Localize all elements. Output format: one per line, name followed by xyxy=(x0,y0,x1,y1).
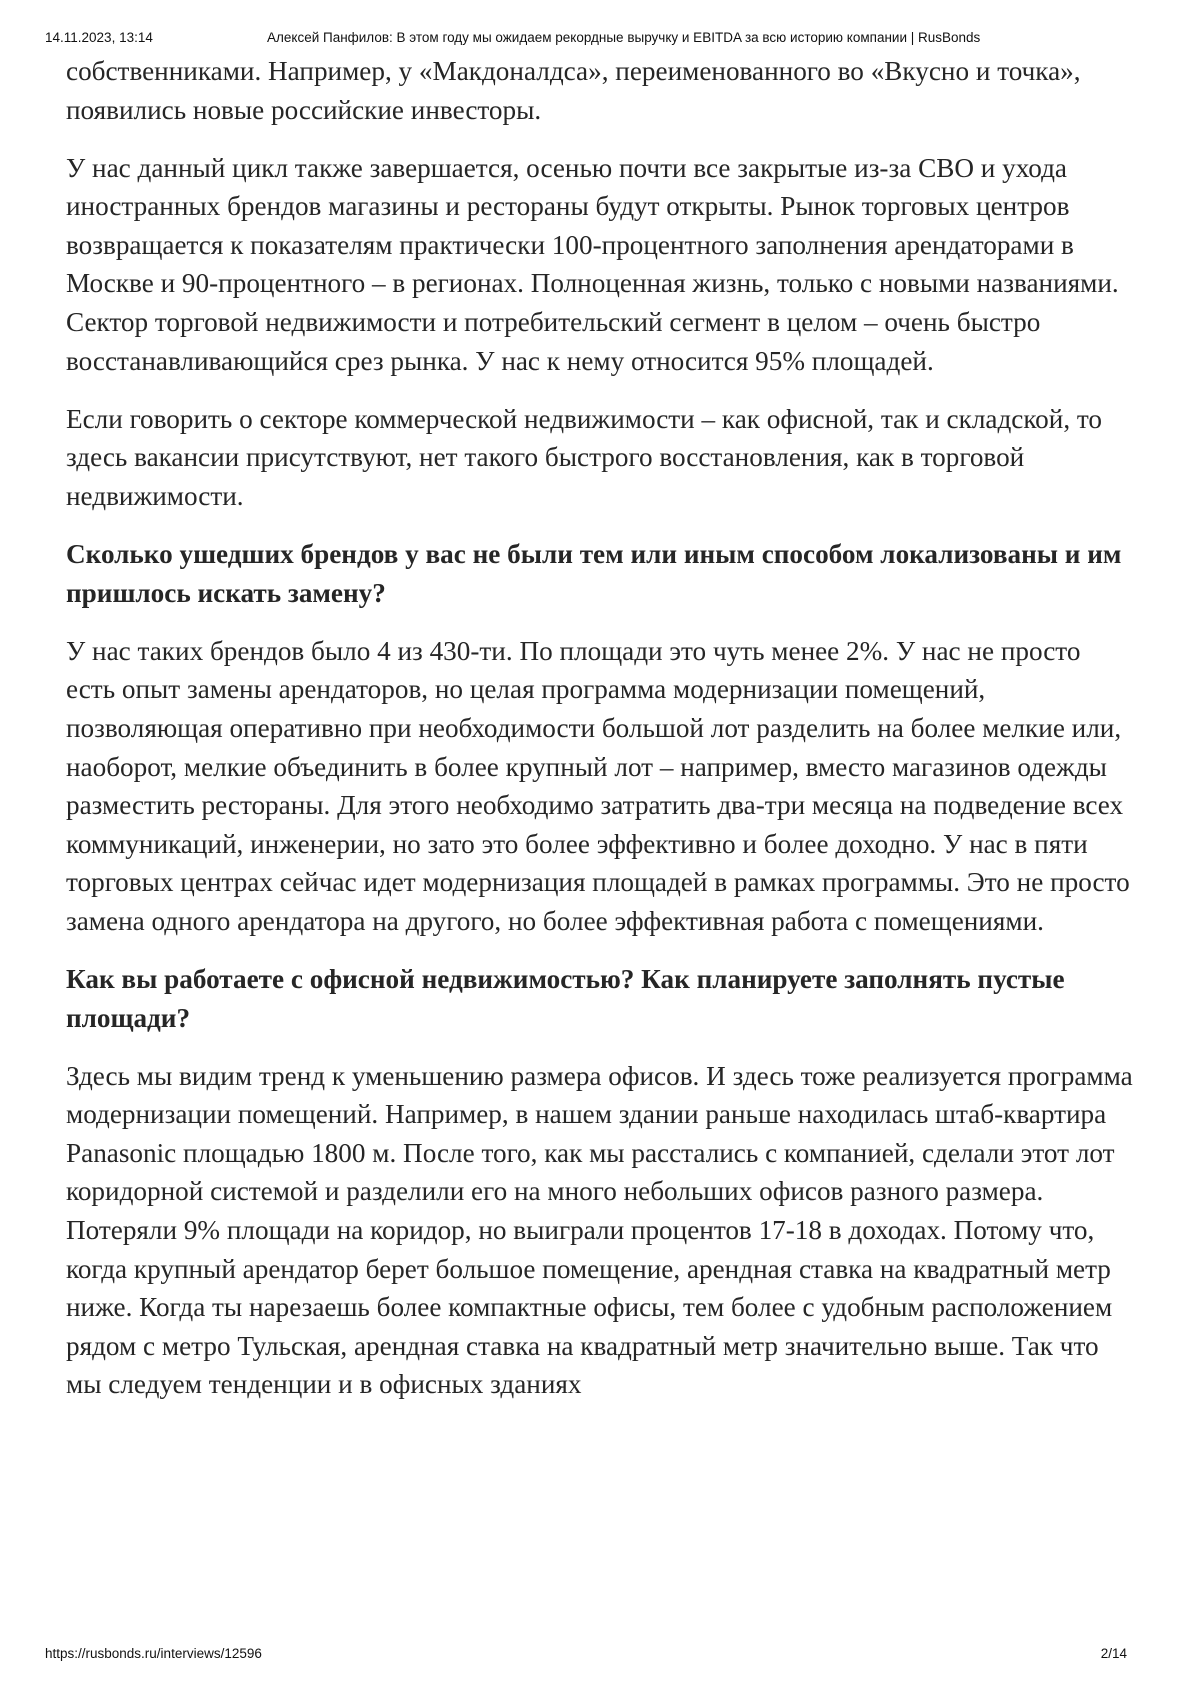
print-page-title: Алексей Панфилов: В этом году мы ожидаем рекордные выручку и EBITDA за всю историю компании | RusBonds xyxy=(267,30,981,45)
print-footer xyxy=(45,1646,1145,1666)
print-url: https://rusbonds.ru/interviews/12596 xyxy=(45,1646,262,1661)
article-body xyxy=(66,52,1136,1424)
question-heading-2: Как вы работаете с офисной недвижимостью? Как планируете заполнять пустые площади? xyxy=(66,963,1065,1033)
paragraph-2: У нас данный цикл также завершается, осенью почти все закрытые из-за СВО и ухода иностранных брендов магазины и рестораны будут открыты. Рынок торговых центров возвращается к показателям практически 100-процентного заполнения арендаторами в Москве и 90-процентного – в регионах. Полноценная жизнь, только с новыми названиями. Сектор торговой недвижимости и потребительский сегмент в целом – очень быстро восстанавливающийся срез рынка. У нас к нему относится 95% площадей. xyxy=(66,152,1119,376)
paragraph-4: У нас таких брендов было 4 из 430-ти. По площади это чуть менее 2%. У нас не просто есть опыт замены арендаторов, но целая программа модернизации помещений, позволяющая оперативно при необходимости большой лот разделить на более мелкие или, наоборот, мелкие объединить в более крупный лот – например, вместо магазинов одежды разместить рестораны. Для этого необходимо затратить два-три месяца на подведение всех коммуникаций, инженерии, но зато это более эффективно и более доходно. У нас в пяти торговых центрах сейчас идет модернизация площадей в рамках программы. Это не просто замена одного арендатора на другого, но более эффективная работа с помещениями. xyxy=(66,635,1130,936)
page-number: 2/14 xyxy=(1100,1646,1127,1661)
paragraph-3: Если говорить о секторе коммерческой недвижимости – как офисной, так и складской, то здесь вакансии присутствуют, нет такого быстрого восстановления, как в торговой недвижимости. xyxy=(66,403,1103,511)
paragraph-1: собственниками. Например, у «Макдоналдса», переименованного во «Вкусно и точка», появились новые российские инвесторы. xyxy=(66,56,1081,125)
print-datetime: 14.11.2023, 13:14 xyxy=(45,30,153,45)
question-heading-1: Сколько ушедших брендов у вас не были тем или иным способом локализованы и им пришлось искать замену? xyxy=(66,539,1122,608)
print-header xyxy=(45,30,1145,50)
paragraph-5: Здесь мы видим тренд к уменьшению размера офисов. И здесь тоже реализуется программа модернизации помещений. Например, в нашем здании раньше находилась штаб-квартира Panasonic площадью 1800 м. После того, как мы расстались с компанией, сделали этот лот коридорной системой и разделили его на много небольших офисов разного размера. Потеряли 9% площади на коридор, но выиграли процентов 17-18 в доходах. Потому что, когда крупный арендатор берет большое помещение, арендная ставка на квадратный метр ниже. Когда ты нарезаешь более компактные офисы, тем более с удобным расположением рядом с метро Тульская, арендная ставка на квадратный метр значительно выше. Так что мы следуем тенденции и в офисных зданиях xyxy=(66,1060,1133,1400)
